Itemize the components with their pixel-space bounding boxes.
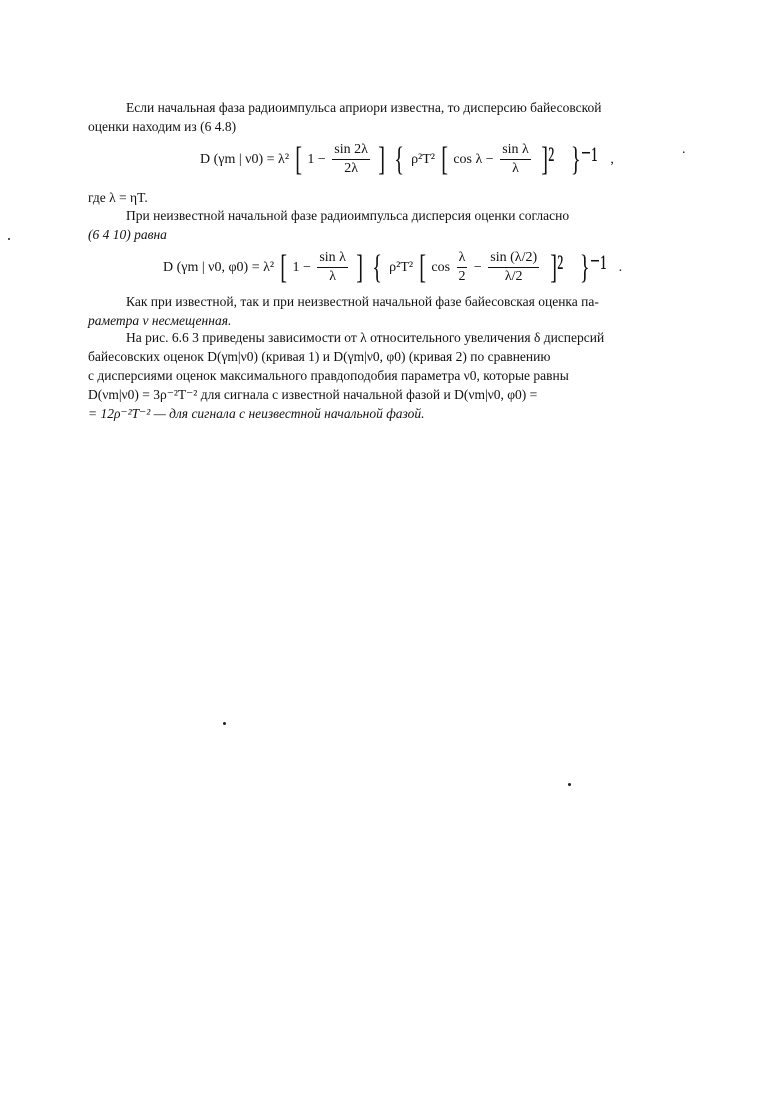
formula-term: 1 −	[292, 259, 311, 275]
text-line: На рис. 6.6 3 приведены зависимости от λ относительного увеличения δ дисперсий	[126, 330, 605, 345]
text-line: раметра ν несмещенная.	[88, 313, 232, 328]
paragraph-unbiased	[88, 292, 686, 330]
formula-term: cos	[431, 259, 451, 275]
bracket: [	[279, 248, 287, 286]
text-line: Если начальная фаза радиоимпульса априори известна, то дисперсию байесовской	[126, 100, 602, 115]
denominator: 2λ	[344, 161, 358, 176]
denominator: λ	[512, 161, 519, 176]
fraction	[457, 250, 468, 285]
text-line: = 12ρ⁻²T⁻² — для сигнала с неизвестной начальной фазой.	[88, 406, 425, 421]
paragraph-known-phase	[88, 98, 686, 136]
scan-speck	[223, 722, 226, 725]
text-line: При неизвестной начальной фазе радиоимпульса дисперсия оценки согласно	[126, 208, 570, 223]
numerator: sin λ	[317, 250, 348, 268]
bracket: ]²	[541, 140, 555, 178]
formula-term: ρ²T²	[411, 151, 435, 167]
text-run: равна	[134, 227, 167, 242]
bracket: ]²	[549, 248, 563, 286]
denominator: 2	[458, 269, 466, 284]
bracket: ]	[378, 140, 386, 178]
text-line: с дисперсиями оценок максимального правдоподобия параметра ν0, которые равны	[88, 368, 569, 383]
formula-unknown-phase	[163, 250, 622, 285]
text-line: D(νm|ν0) = 3ρ⁻²T⁻² для сигнала с известной начальной фазой и D(νm|ν0, φ0) =	[88, 387, 538, 402]
formula-punct: ,	[610, 151, 614, 167]
numerator: λ	[457, 250, 468, 268]
equation-ref: (6 4 10)	[88, 227, 131, 242]
paragraph-where	[88, 188, 686, 207]
text-line: Как при известной, так и при неизвестной начальной фазе байесовская оценка па-	[126, 294, 599, 309]
bracket: [	[294, 140, 302, 178]
numerator: sin (λ/2)	[488, 250, 539, 268]
text-line	[88, 225, 686, 244]
formula-term: 1 −	[307, 151, 326, 167]
formula-lhs: D (γm | ν0, φ0) = λ²	[163, 259, 275, 275]
brace: }⁻¹	[571, 140, 598, 178]
formula-lhs: D (γm | ν0) = λ²	[200, 151, 290, 167]
denominator: λ/2	[504, 269, 523, 284]
paragraph-figure-ref	[88, 328, 686, 423]
brace: {	[372, 248, 383, 286]
text-line: байесовских оценок D(γm|ν0) (кривая 1) и D(γm|ν0, φ0) (кривая 2) по сравнению	[88, 349, 551, 364]
bracket: [	[440, 140, 448, 178]
fraction	[317, 250, 348, 285]
paragraph-unknown-phase	[88, 206, 686, 244]
numerator: sin 2λ	[332, 142, 370, 160]
text-line: где λ = ηT.	[88, 190, 148, 205]
formula-punct: .	[618, 259, 623, 275]
formula-term: cos λ −	[453, 151, 494, 167]
margin-mark: .	[682, 142, 686, 157]
brace: }⁻¹	[579, 248, 607, 286]
formula-known-phase	[200, 142, 614, 177]
fraction	[332, 142, 370, 177]
brace: {	[394, 140, 405, 178]
text-line: оценки находим из (6 4.8)	[88, 119, 237, 134]
formula-term: ρ²T²	[389, 259, 414, 275]
numerator: sin λ	[500, 142, 531, 160]
bracket: ]	[356, 248, 364, 286]
fraction	[488, 250, 539, 285]
scan-speck	[568, 783, 571, 786]
fraction	[500, 142, 531, 177]
bracket: [	[418, 248, 426, 286]
denominator: λ	[329, 269, 337, 284]
formula-term: −	[473, 259, 482, 275]
scan-speck	[8, 238, 10, 240]
